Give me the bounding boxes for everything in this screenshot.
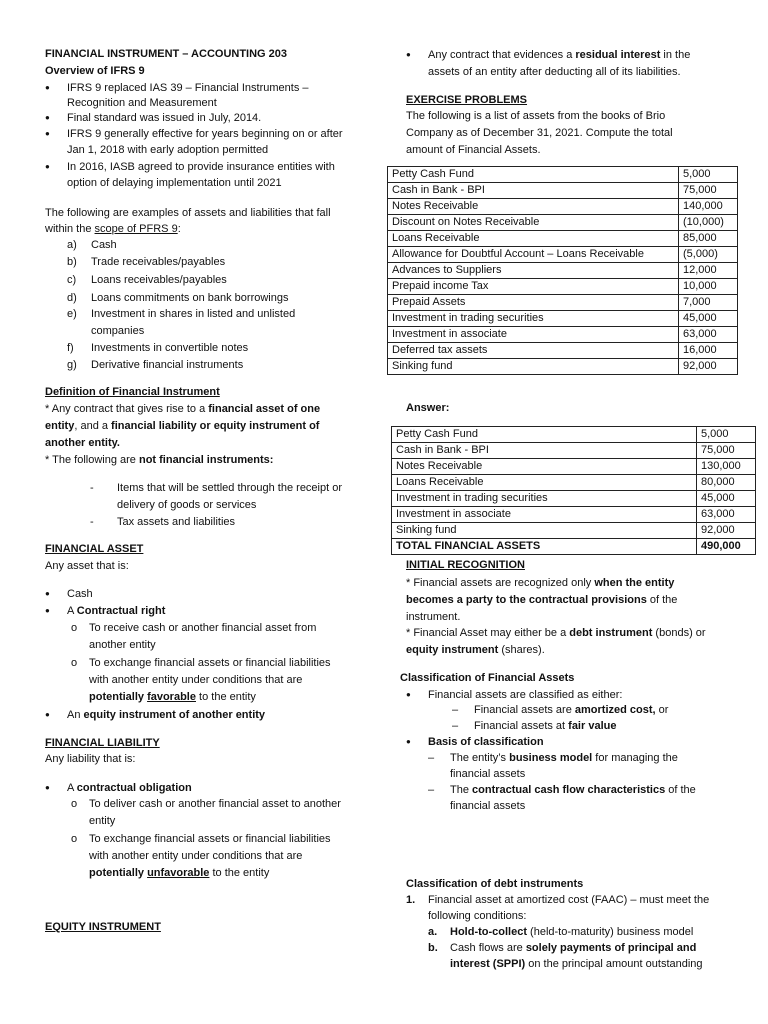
table-cell-label: Discount on Notes Receivable — [388, 215, 679, 231]
initial-recognition-text: * Financial assets are recognized only when the entity — [406, 577, 675, 589]
table-cell-label: Sinking fund — [392, 523, 697, 539]
financial-liability-intro: Any liability that is: — [45, 753, 136, 765]
fl-sub-item-cont: potentially unfavorable to the entity — [89, 867, 270, 879]
not-fi-item: - Items that will be settled through the receipt or — [117, 481, 342, 495]
table-total-row — [392, 539, 756, 555]
example-letter: a) — [67, 239, 77, 251]
debt-subitem: Cash flows are solely payments of principal and — [450, 942, 697, 954]
fa-sub-item: o To exchange financial assets or financial liabilities — [89, 656, 331, 670]
initial-recognition-text: * Financial Asset may either be a debt instrument (bonds) or — [406, 627, 706, 639]
fa-sub-item: o To receive cash or another financial asset from — [89, 621, 316, 635]
table-row — [392, 459, 756, 475]
total-label: TOTAL FINANCIAL ASSETS — [392, 539, 697, 555]
table-cell-label: Prepaid income Tax — [388, 279, 679, 295]
fa-bullet-equity: ● An equity instrument of another entity — [67, 708, 265, 722]
not-fi-text: * The following are not financial instruments: — [45, 454, 274, 466]
fa-bullet-contractual: ● A Contractual right — [67, 604, 165, 618]
example-item: Trade receivables/payables — [91, 256, 226, 268]
assets-table — [387, 166, 738, 375]
classification-dash: – Financial assets at fair value — [474, 719, 616, 733]
overview-bullet: ● IFRS 9 replaced IAS 39 – Financial Instruments – — [67, 81, 309, 95]
definition-heading: Definition of Financial Instrument — [45, 386, 220, 398]
definition-text: another entity. — [45, 437, 120, 449]
fa-sub-item-cont: potentially favorable to the entity — [89, 691, 256, 703]
overview-bullet: ● Final standard was issued in July, 2014. — [67, 111, 261, 125]
debt-subitem-cont: interest (SPPI) on the principal amount outstanding — [450, 958, 703, 970]
fl-sub-item: o To exchange financial assets or financial liabilities — [89, 832, 331, 846]
table-cell-amount: 45,000 — [679, 311, 738, 327]
financial-asset-heading: FINANCIAL ASSET — [45, 543, 144, 555]
debt-letter: b. — [428, 942, 438, 954]
example-letter: c) — [67, 274, 77, 286]
fa-bullet-cash: ● Cash — [67, 587, 93, 601]
not-fi-item: - Tax assets and liabilities — [117, 515, 235, 529]
example-item: Cash — [91, 239, 117, 251]
table-cell-label: Loans Receivable — [392, 475, 697, 491]
table-cell-amount: 92,000 — [697, 523, 756, 539]
table-row — [392, 427, 756, 443]
example-letter: e) — [67, 308, 77, 320]
table-cell-amount: 75,000 — [679, 183, 738, 199]
table-cell-amount: 75,000 — [697, 443, 756, 459]
table-cell-amount: 5,000 — [697, 427, 756, 443]
example-item: Investment in shares in listed and unlisted — [91, 308, 296, 320]
overview-bullet: ● In 2016, IASB agreed to provide insurance entities with — [67, 160, 335, 174]
basis-dash: – The contractual cash flow characteristics of the — [450, 783, 696, 797]
total-amount: 490,000 — [697, 539, 756, 555]
table-row — [392, 475, 756, 491]
debt-number: 1. — [406, 894, 416, 906]
initial-recognition-text: instrument. — [406, 611, 461, 623]
not-fi-item-cont: delivery of goods or services — [117, 499, 257, 511]
example-item: Loans commitments on bank borrowings — [91, 292, 289, 304]
examples-intro-2: within the scope of PFRS 9: — [45, 223, 181, 235]
fa-sub-item-cont: another entity — [89, 639, 156, 651]
fl-sub-item-cont: entity — [89, 815, 116, 827]
table-cell-amount: 85,000 — [679, 231, 738, 247]
table-row — [388, 231, 738, 247]
example-letter: d) — [67, 292, 77, 304]
table-cell-label: Petty Cash Fund — [388, 167, 679, 183]
debt-subitem: Hold-to-collect (held-to-maturity) business model — [450, 926, 694, 938]
table-cell-amount: 10,000 — [679, 279, 738, 295]
table-row — [388, 199, 738, 215]
table-row — [388, 311, 738, 327]
example-item: Derivative financial instruments — [91, 359, 244, 371]
table-row — [392, 491, 756, 507]
overview-bullet-cont: Recognition and Measurement — [67, 97, 217, 109]
exercise-text: The following is a list of assets from the books of Brio — [406, 110, 666, 122]
classification-dash: – Financial assets are amortized cost, or — [474, 703, 668, 717]
table-cell-amount: 92,000 — [679, 359, 738, 375]
exercise-text: amount of Financial Assets. — [406, 144, 541, 156]
basis-dash-cont: financial assets — [450, 768, 526, 780]
example-item: Investments in convertible notes — [91, 342, 249, 354]
table-cell-label: Allowance for Doubtful Account – Loans Receivable — [388, 247, 679, 263]
answer-table — [391, 426, 756, 555]
equity-instrument-heading: EQUITY INSTRUMENT — [45, 921, 161, 933]
financial-asset-intro: Any asset that is: — [45, 560, 129, 572]
exercise-heading: EXERCISE PROBLEMS — [406, 94, 528, 106]
table-row — [388, 247, 738, 263]
table-row — [388, 167, 738, 183]
basis-dash: – The entity’s business model for managing the — [450, 751, 678, 765]
table-cell-label: Notes Receivable — [392, 459, 697, 475]
table-cell-label: Cash in Bank - BPI — [388, 183, 679, 199]
table-cell-amount: 63,000 — [679, 327, 738, 343]
exercise-text: Company as of December 31, 2021. Compute the total — [406, 127, 673, 139]
answer-label: Answer: — [406, 402, 450, 414]
table-cell-label: Sinking fund — [388, 359, 679, 375]
table-cell-label: Investment in trading securities — [388, 311, 679, 327]
table-cell-amount: 16,000 — [679, 343, 738, 359]
table-row — [392, 523, 756, 539]
table-row — [388, 215, 738, 231]
overview-bullet: ● IFRS 9 generally effective for years beginning on or after — [67, 127, 343, 141]
initial-recognition-text: equity instrument (shares). — [406, 644, 545, 656]
table-row — [392, 443, 756, 459]
fa-sub-item-cont: with another entity under conditions that are — [89, 674, 303, 686]
table-cell-label: Advances to Suppliers — [388, 263, 679, 279]
basis-dash-cont: financial assets — [450, 800, 526, 812]
example-item-cont: companies — [91, 325, 145, 337]
table-cell-amount: (5,000) — [679, 247, 738, 263]
table-cell-amount: 12,000 — [679, 263, 738, 279]
financial-liability-heading: FINANCIAL LIABILITY — [45, 737, 160, 749]
table-row — [388, 327, 738, 343]
table-cell-amount: 140,000 — [679, 199, 738, 215]
table-row — [388, 295, 738, 311]
example-letter: b) — [67, 256, 77, 268]
table-row — [388, 279, 738, 295]
basis-bullet: ● Basis of classification — [428, 735, 544, 749]
table-cell-amount: 80,000 — [697, 475, 756, 491]
document-title: FINANCIAL INSTRUMENT – ACCOUNTING 203 — [45, 48, 288, 60]
table-cell-amount: 63,000 — [697, 507, 756, 523]
debt-letter: a. — [428, 926, 438, 938]
debt-classification-heading: Classification of debt instruments — [406, 878, 584, 890]
table-cell-label: Cash in Bank - BPI — [392, 443, 697, 459]
example-letter: g) — [67, 359, 77, 371]
example-letter: f) — [67, 342, 74, 354]
table-cell-amount: 45,000 — [697, 491, 756, 507]
table-row — [392, 507, 756, 523]
definition-text: entity, and a financial liability or equity instrument of — [45, 420, 320, 432]
table-cell-amount: (10,000) — [679, 215, 738, 231]
table-row — [388, 359, 738, 375]
fl-bullet-obligation: ● A contractual obligation — [67, 781, 192, 795]
residual-interest-bullet: ● Any contract that evidences a residual interest in the — [428, 48, 690, 62]
scope-pfrs9-link: scope of PFRS 9 — [94, 223, 178, 235]
classification-heading: Classification of Financial Assets — [400, 672, 575, 684]
initial-recognition-text: becomes a party to the contractual provisions of the — [406, 594, 678, 606]
fl-sub-item-cont: with another entity under conditions that are — [89, 850, 303, 862]
debt-item: Financial asset at amortized cost (FAAC) – must meet the — [428, 894, 710, 906]
initial-recognition-heading: INITIAL RECOGNITION — [406, 559, 525, 571]
debt-item-cont: following conditions: — [428, 910, 527, 922]
table-cell-label: Investment in associate — [392, 507, 697, 523]
examples-intro: The following are examples of assets and liabilities that fall — [45, 207, 331, 219]
classification-bullet: ● Financial assets are classified as either: — [428, 688, 622, 702]
table-cell-label: Notes Receivable — [388, 199, 679, 215]
table-cell-amount: 7,000 — [679, 295, 738, 311]
table-cell-label: Loans Receivable — [388, 231, 679, 247]
definition-text: * Any contract that gives rise to a financial asset of one — [45, 403, 321, 415]
residual-interest-cont: assets of an entity after deducting all of its liabilities. — [428, 66, 681, 78]
table-cell-label: Deferred tax assets — [388, 343, 679, 359]
table-cell-label: Investment in associate — [388, 327, 679, 343]
table-row — [388, 343, 738, 359]
table-row — [388, 263, 738, 279]
table-cell-amount: 130,000 — [697, 459, 756, 475]
table-cell-label: Investment in trading securities — [392, 491, 697, 507]
overview-heading: Overview of IFRS 9 — [45, 65, 145, 77]
table-cell-label: Petty Cash Fund — [392, 427, 697, 443]
overview-bullet-cont: option of delaying implementation until 2021 — [67, 177, 282, 189]
table-cell-amount: 5,000 — [679, 167, 738, 183]
table-row — [388, 183, 738, 199]
table-cell-label: Prepaid Assets — [388, 295, 679, 311]
example-item: Loans receivables/payables — [91, 274, 227, 286]
overview-bullet-cont: Jan 1, 2018 with early adoption permitted — [67, 144, 269, 156]
fl-sub-item: o To deliver cash or another financial asset to another — [89, 797, 341, 811]
